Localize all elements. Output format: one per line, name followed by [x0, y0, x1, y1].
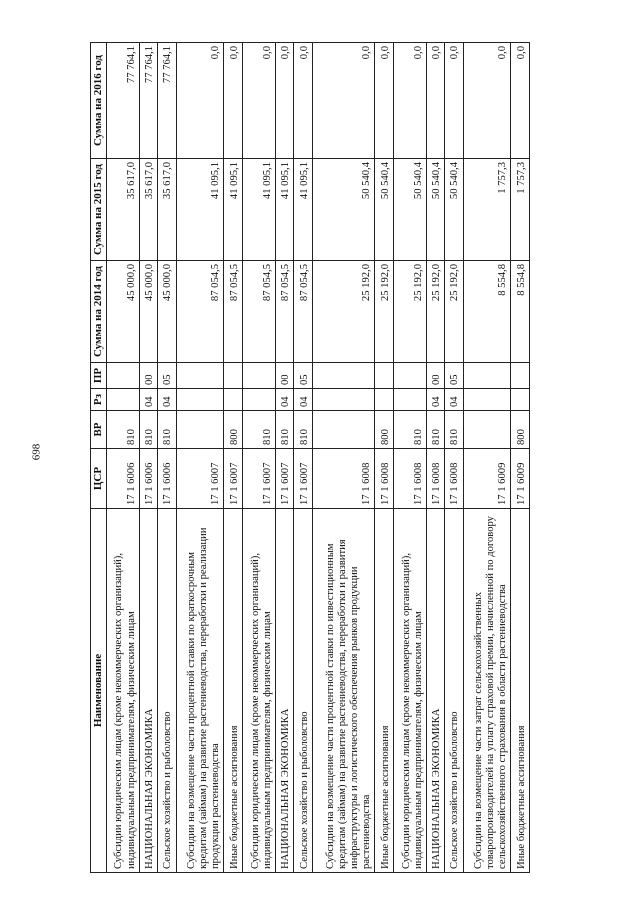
row-pr [511, 363, 530, 389]
row-pr: 00 [139, 363, 157, 389]
row-sum-2016: 0,0 [242, 43, 275, 159]
row-sum-2016: 77 764,1 [158, 43, 176, 159]
row-sum-2015: 50 540,4 [375, 159, 393, 261]
row-name: Субсидии на возмещение части процентной ставки по краткосрочным кредитам (займам) на развитие растениеводства, переработки и реализации продукции растениеводства [176, 509, 224, 873]
row-sum-2014: 87 054,5 [242, 261, 275, 363]
row-sum-2016: 0,0 [445, 43, 463, 159]
row-sum-2016: 77 764,1 [106, 43, 139, 159]
header-rz: Рз [91, 389, 107, 411]
row-sum-2014: 8 554,8 [463, 261, 511, 363]
row-rz: 04 [275, 389, 293, 411]
row-sum-2015: 41 095,1 [176, 159, 224, 261]
table-row [275, 43, 293, 873]
row-rz [176, 389, 224, 411]
row-name: Иные бюджетные ассигнования [511, 509, 530, 873]
row-vr: 810 [426, 411, 444, 449]
row-pr [176, 363, 224, 389]
row-sum-2014: 8 554,8 [511, 261, 530, 363]
row-pr: 05 [294, 363, 312, 389]
row-name: Субсидии юридическим лицам (кроме некоммерческих организаций), индивидуальным предпринимателям, физическим лицам [106, 509, 139, 873]
row-sum-2015: 1 757,3 [463, 159, 511, 261]
row-sum-2014: 25 192,0 [312, 261, 375, 363]
row-csr: 17 1 6009 [463, 449, 511, 509]
row-rz [224, 389, 242, 411]
row-vr: 810 [294, 411, 312, 449]
row-csr: 17 1 6007 [224, 449, 242, 509]
row-sum-2014: 45 000,0 [139, 261, 157, 363]
row-sum-2015: 41 095,1 [275, 159, 293, 261]
row-rz [242, 389, 275, 411]
row-csr: 17 1 6008 [375, 449, 393, 509]
row-rz: 04 [139, 389, 157, 411]
row-vr: 810 [445, 411, 463, 449]
row-vr: 810 [242, 411, 275, 449]
row-name: НАЦИОНАЛЬНАЯ ЭКОНОМИКА [139, 509, 157, 873]
row-rz [312, 389, 375, 411]
row-rz: 04 [294, 389, 312, 411]
table-row [463, 43, 511, 873]
row-name: Субсидии на возмещение части процентной ставки по инвестиционным кредитам (займам) на развитие растениеводства, переработки и развития инфраструктуры и логистического обеспечения рынков продукции растениеводства [312, 509, 375, 873]
row-pr: 05 [445, 363, 463, 389]
row-sum-2016: 0,0 [176, 43, 224, 159]
row-sum-2016: 0,0 [312, 43, 375, 159]
table-row [393, 43, 426, 873]
table-row [139, 43, 157, 873]
table-row [445, 43, 463, 873]
table-row [158, 43, 176, 873]
row-sum-2016: 0,0 [426, 43, 444, 159]
row-rz [375, 389, 393, 411]
row-sum-2016: 0,0 [275, 43, 293, 159]
row-pr [312, 363, 375, 389]
row-sum-2015: 35 617,0 [139, 159, 157, 261]
row-sum-2014: 87 054,5 [275, 261, 293, 363]
row-sum-2014: 87 054,5 [224, 261, 242, 363]
header-name: Наименование [91, 509, 107, 873]
row-pr [463, 363, 511, 389]
row-sum-2014: 87 054,5 [294, 261, 312, 363]
row-vr [176, 411, 224, 449]
row-name: Иные бюджетные ассигнования [224, 509, 242, 873]
row-sum-2014: 45 000,0 [158, 261, 176, 363]
row-vr: 800 [511, 411, 530, 449]
row-vr: 810 [275, 411, 293, 449]
row-pr [375, 363, 393, 389]
row-sum-2015: 41 095,1 [224, 159, 242, 261]
row-rz: 04 [158, 389, 176, 411]
row-name: Сельское хозяйство и рыболовство [294, 509, 312, 873]
row-name: Субсидии на возмещение части затрат сельскохозяйственных товаропроизводителей на уплату страховой премии, начисленной по договору сельскохозяйственного страхования в области растениеводства [463, 509, 511, 873]
table-row [511, 43, 530, 873]
row-pr [393, 363, 426, 389]
row-csr: 17 1 6007 [176, 449, 224, 509]
row-vr: 810 [139, 411, 157, 449]
row-pr: 00 [275, 363, 293, 389]
row-name: НАЦИОНАЛЬНАЯ ЭКОНОМИКА [426, 509, 444, 873]
row-csr: 17 1 6006 [106, 449, 139, 509]
row-vr: 800 [224, 411, 242, 449]
row-csr: 17 1 6008 [445, 449, 463, 509]
row-name: Сельское хозяйство и рыболовство [445, 509, 463, 873]
row-rz [511, 389, 530, 411]
row-sum-2014: 87 054,5 [176, 261, 224, 363]
row-rz [393, 389, 426, 411]
row-sum-2015: 1 757,3 [511, 159, 530, 261]
row-sum-2015: 35 617,0 [158, 159, 176, 261]
row-rz [106, 389, 139, 411]
row-sum-2014: 25 192,0 [375, 261, 393, 363]
row-name: Субсидии юридическим лицам (кроме некоммерческих организаций), индивидуальным предпринимателям, физическим лицам [242, 509, 275, 873]
header-pr: ПР [91, 363, 107, 389]
row-sum-2016: 0,0 [375, 43, 393, 159]
row-pr [242, 363, 275, 389]
row-csr: 17 1 6008 [393, 449, 426, 509]
row-sum-2016: 0,0 [224, 43, 242, 159]
row-vr: 810 [158, 411, 176, 449]
header-vr: ВР [91, 411, 107, 449]
row-csr: 17 1 6006 [139, 449, 157, 509]
table-row [426, 43, 444, 873]
row-name: Иные бюджетные ассигнования [375, 509, 393, 873]
row-sum-2014: 25 192,0 [393, 261, 426, 363]
row-sum-2016: 0,0 [463, 43, 511, 159]
row-name: Сельское хозяйство и рыболовство [158, 509, 176, 873]
row-sum-2016: 0,0 [294, 43, 312, 159]
row-vr [463, 411, 511, 449]
row-sum-2015: 50 540,4 [393, 159, 426, 261]
row-rz [463, 389, 511, 411]
table-row [176, 43, 224, 873]
row-sum-2015: 50 540,4 [426, 159, 444, 261]
row-pr: 00 [426, 363, 444, 389]
table-row [242, 43, 275, 873]
header-sum-2015: Сумма на 2015 год [91, 159, 107, 261]
row-csr: 17 1 6008 [426, 449, 444, 509]
table-row [224, 43, 242, 873]
header-csr: ЦСР [91, 449, 107, 509]
row-name: НАЦИОНАЛЬНАЯ ЭКОНОМИКА [275, 509, 293, 873]
row-sum-2014: 25 192,0 [445, 261, 463, 363]
row-vr: 810 [393, 411, 426, 449]
row-csr: 17 1 6007 [294, 449, 312, 509]
row-vr [312, 411, 375, 449]
row-sum-2016: 77 764,1 [139, 43, 157, 159]
row-csr: 17 1 6008 [312, 449, 375, 509]
row-pr [106, 363, 139, 389]
row-sum-2015: 35 617,0 [106, 159, 139, 261]
page-number: 698 [30, 443, 43, 461]
row-sum-2014: 45 000,0 [106, 261, 139, 363]
row-csr: 17 1 6009 [511, 449, 530, 509]
row-csr: 17 1 6007 [242, 449, 275, 509]
row-pr: 05 [158, 363, 176, 389]
table-header-row [91, 43, 107, 873]
table-row [312, 43, 375, 873]
row-sum-2015: 50 540,4 [312, 159, 375, 261]
row-rz: 04 [426, 389, 444, 411]
row-name: Субсидии юридическим лицам (кроме некоммерческих организаций), индивидуальным предпринимателям, физическим лицам [393, 509, 426, 873]
table-row [294, 43, 312, 873]
budget-table [90, 42, 530, 873]
row-vr: 800 [375, 411, 393, 449]
row-csr: 17 1 6006 [158, 449, 176, 509]
header-sum-2014: Сумма на 2014 год [91, 261, 107, 363]
row-sum-2015: 41 095,1 [242, 159, 275, 261]
row-csr: 17 1 6007 [275, 449, 293, 509]
row-vr: 810 [106, 411, 139, 449]
row-pr [224, 363, 242, 389]
row-sum-2015: 50 540,4 [445, 159, 463, 261]
row-rz: 04 [445, 389, 463, 411]
table-row [106, 43, 139, 873]
row-sum-2016: 0,0 [511, 43, 530, 159]
table-row [375, 43, 393, 873]
row-sum-2016: 0,0 [393, 43, 426, 159]
header-sum-2016: Сумма на 2016 год [91, 43, 107, 159]
row-sum-2014: 25 192,0 [426, 261, 444, 363]
row-sum-2015: 41 095,1 [294, 159, 312, 261]
rotated-page-content [90, 43, 530, 873]
